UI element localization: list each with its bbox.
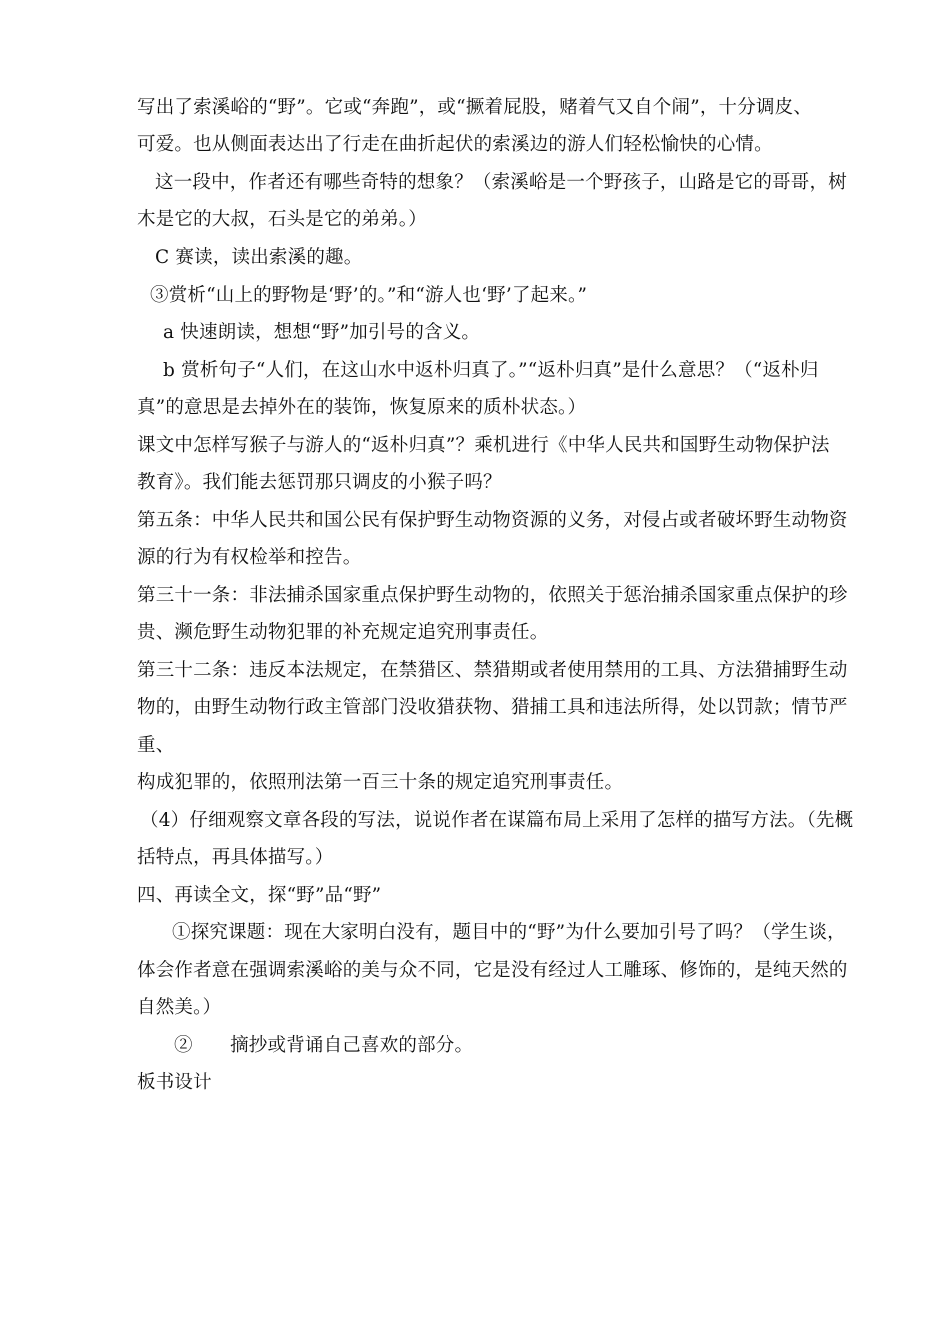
text-line: ③赏析“山上的野物是‘野’的。”和“游人也‘野’了起来。”: [150, 285, 588, 306]
text-line: 板书设计: [137, 1072, 212, 1093]
text-line: 构成犯罪的，依照刑法第一百三十条的规定追究刑事责任。: [137, 772, 624, 793]
text-line: ② 摘抄或背诵自己喜欢的部分。: [174, 1035, 474, 1056]
text-line: 重、: [137, 735, 175, 756]
text-line: 第五条：中华人民共和国公民有保护野生动物资源的义务，对侵占或者破坏野生动物资: [137, 510, 848, 531]
text-line: 课文中怎样写猴子与游人的“返朴归真”？乘机进行《中华人民共和国野生动物保护法: [137, 435, 830, 456]
text-line: 第三十二条：违反本法规定，在禁猎区、禁猎期或者使用禁用的工具、方法猎捕野生动: [137, 660, 848, 681]
text-line: 木是它的大叔，石头是它的弟弟。）: [137, 209, 427, 230]
text-line: 写出了索溪峪的“野”。它或“奔跑”，或“撅着屁股，赌着气又自个闹”，十分调皮、: [137, 97, 813, 118]
text-line: ①探究课题：现在大家明白没有，题目中的“野”为什么要加引号了吗？（学生谈，: [172, 922, 846, 943]
text-line: 第三十一条：非法捕杀国家重点保护野生动物的，依照关于惩治捕杀国家重点保护的珍: [137, 585, 848, 606]
text-line: 这一段中，作者还有哪些奇特的想象？（索溪峪是一个野孩子，山路是它的哥哥，树: [155, 172, 847, 193]
text-line: 四、再读全文，探“野”品“野”: [137, 885, 382, 906]
text-line: 教育》。我们能去惩罚那只调皮的小猴子吗？: [137, 472, 502, 493]
text-line: 自然美。）: [137, 997, 222, 1018]
text-line: 真”的意思是去掉外在的装饰，恢复原来的质朴状态。）: [137, 397, 587, 418]
text-line: 源的行为有权检举和控告。: [137, 547, 362, 568]
text-line: b 赏析句子“人们，在这山水中返朴归真了。”“返朴归真”是什么意思？（“返朴归: [163, 360, 819, 381]
text-line: 贵、濒危野生动物犯罪的补充规定追究刑事责任。: [137, 622, 549, 643]
text-line: （4）仔细观察文章各段的写法，说说作者在谋篇布局上采用了怎样的描写方法。（先概: [140, 810, 854, 831]
text-line: C 赛读，读出索溪的趣。: [155, 247, 363, 268]
text-line: 括特点，再具体描写。）: [137, 847, 334, 868]
text-line: 可爱。也从侧面表达出了行走在曲折起伏的索溪边的游人们轻松愉快的心情。: [137, 134, 773, 155]
text-line: 体会作者意在强调索溪峪的美与众不同，它是没有经过人工雕琢、修饰的，是纯天然的: [137, 960, 848, 981]
text-line: 物的，由野生动物行政主管部门没收猎获物、猎捕工具和违法所得，处以罚款；情节严: [137, 697, 848, 718]
text-line: a 快速朗读，想想“野”加引号的含义。: [163, 322, 481, 343]
